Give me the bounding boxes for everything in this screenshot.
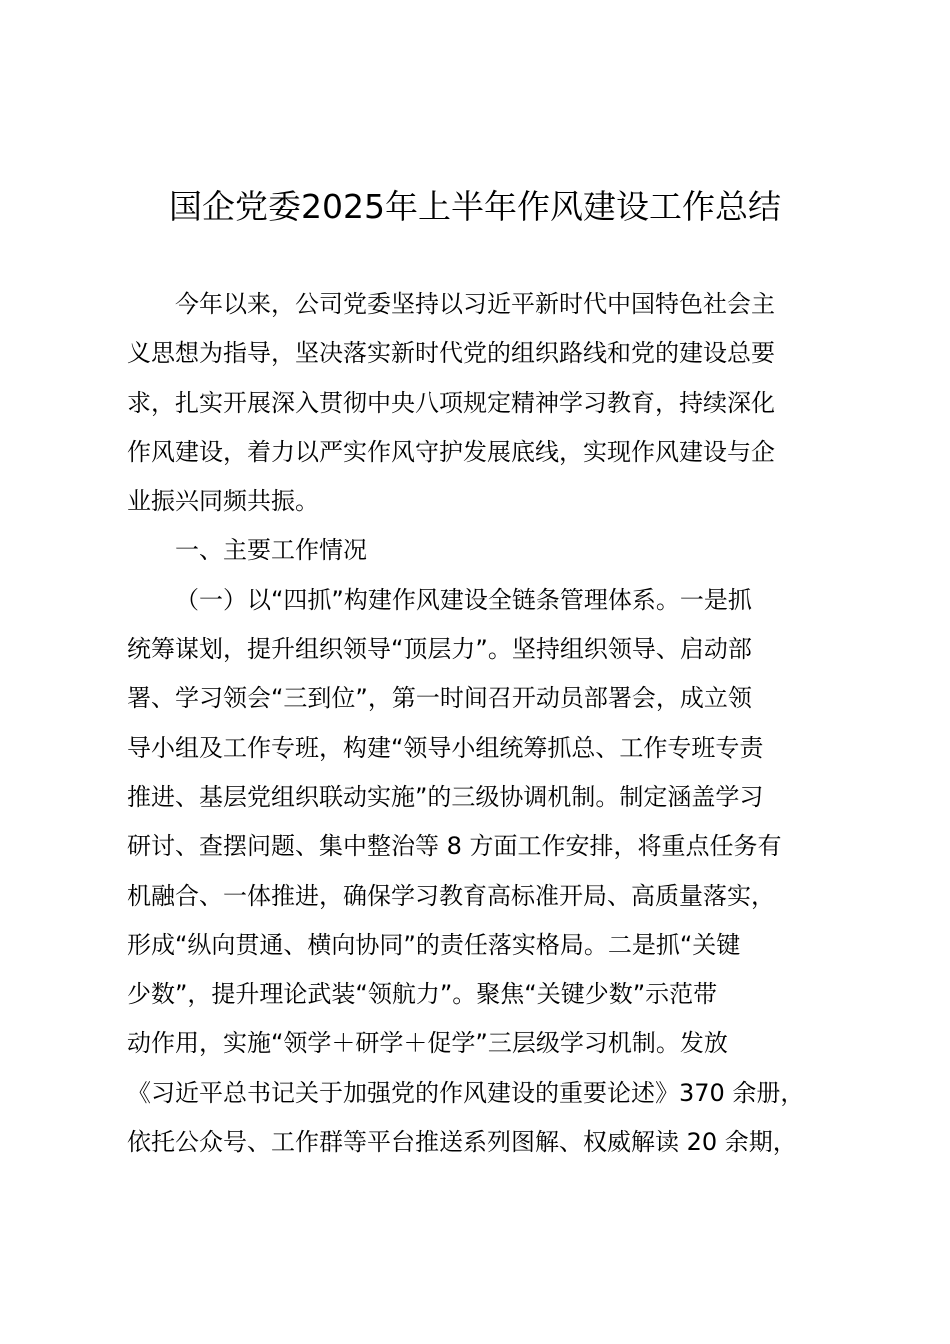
text-line: （一）以“四抓”构建作风建设全链条管理体系。一是抓 — [175, 585, 752, 614]
text-line: 推进、基层党组织联动实施”的三级协调机制。制定涵盖学习 — [127, 782, 764, 811]
text-line: 求，扎实开展深入贯彻中央八项规定精神学习教育，持续深化 — [127, 388, 775, 417]
text-line: 一、主要工作情况 — [175, 536, 367, 565]
text-line: 导小组及工作专班，构建“领导小组统筹抓总、工作专班专责 — [127, 733, 764, 762]
text-line: 署、学习领会“三到位”，第一时间召开动员部署会，成立领 — [127, 684, 752, 713]
text-line: 形成“纵向贯通、横向协同”的责任落实格局。二是抓“关键 — [127, 930, 741, 959]
text-line: 研讨、查摆问题、集中整治等 8 方面工作安排，将重点任务有 — [127, 832, 782, 861]
text-line: 作风建设，着力以严实作风守护发展底线，实现作风建设与企 — [127, 437, 775, 466]
text-line: 今年以来，公司党委坚持以习近平新时代中国特色社会主 — [175, 290, 775, 318]
document-body — [127, 280, 837, 1167]
text-line: 《习近平总书记关于加强党的作风建设的重要论述》370 余册， — [127, 1078, 805, 1107]
text-line: 机融合、一体推进，确保学习教育高标准开局、高质量落实， — [127, 881, 775, 910]
text-line: 动作用，实施“领学＋研学＋促学”三层级学习机制。发放 — [127, 1029, 728, 1058]
text-line: 统筹谋划，提升组织领导“顶层力”。坚持组织领导、启动部 — [127, 635, 752, 664]
text-line: 业振兴同频共振。 — [127, 487, 319, 516]
document-title: 国企党委2025年上半年作风建设工作总结 — [169, 187, 781, 226]
text-line: 少数”，提升理论武装“领航力”。聚焦“关键少数”示范带 — [127, 980, 718, 1009]
text-line: 义思想为指导，坚决落实新时代党的组织路线和党的建设总要 — [127, 339, 775, 368]
text-line: 依托公众号、工作群等平台推送系列图解、权威解读 20 余期， — [127, 1128, 797, 1157]
